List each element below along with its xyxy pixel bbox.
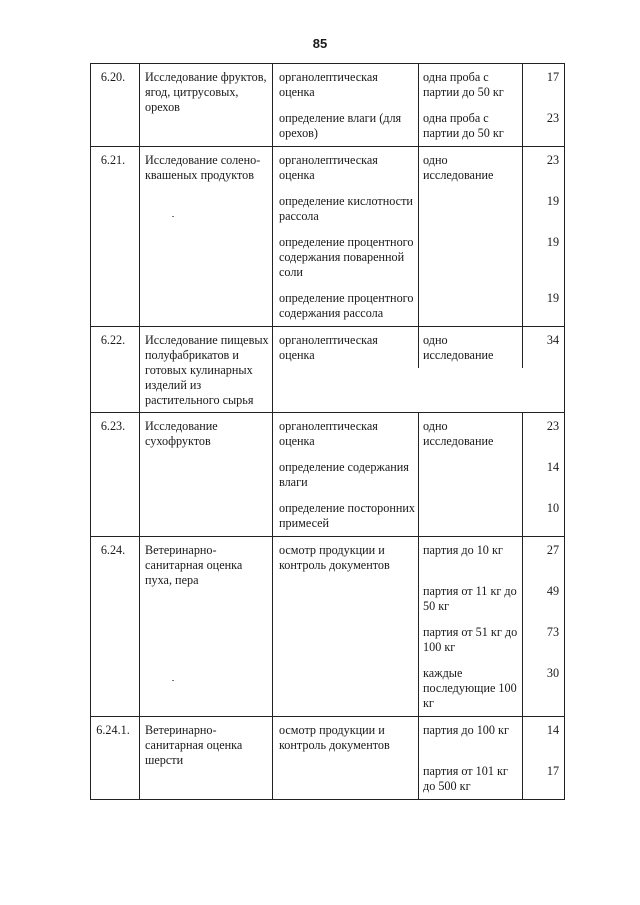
detail-row [273,285,583,326]
scan-speck [172,216,174,217]
unit-cell: партия от 51 кг до 100 кг [419,619,523,660]
method-cell: определение процентного содержания рассола [273,285,419,326]
item-name: Исследование пищевых полуфабрикатов и готовых кулинарных изделий из растительного сырья [140,327,273,413]
unit-cell: партия до 10 кг [419,537,523,578]
unit-cell: одно исследование [419,327,523,368]
detail-row [273,147,583,188]
item-name: Исследование солено-квашеных продуктов [140,147,273,327]
detail-row [273,578,583,619]
detail-row [273,327,583,368]
item-number: 6.21. [91,147,140,327]
item-details [273,147,565,327]
method-cell [273,660,419,716]
item-details-table [273,717,583,799]
price-cell: 10 [546,501,560,515]
detail-row [273,229,583,285]
item-details [273,717,565,800]
item-details [273,537,565,717]
price-cell: 17 [546,70,560,84]
item-details-table [273,327,583,368]
method-cell: осмотр продукции и контроль документов [273,537,419,578]
method-cell: органолептическая оценка [273,64,419,105]
price-cell: 17 [546,764,560,778]
price-cell: 23 [546,111,560,125]
method-cell: определение влаги (для орехов) [273,105,419,146]
item-details [273,64,565,147]
page-number: 85 [312,36,328,51]
item-number: 6.24. [91,537,140,717]
table-row [91,64,565,147]
table-row [91,147,565,327]
unit-cell: партия от 101 кг до 500 кг [419,758,523,799]
price-cell: 34 [546,333,560,347]
price-cell: 23 [546,419,560,433]
unit-cell: каждые последующие 100 кг [419,660,523,716]
table-row [91,717,565,800]
item-name: Ветеринарно-санитарная оценка шерсти [140,717,273,800]
method-cell: органолептическая оценка [273,147,419,188]
price-cell: 19 [546,235,560,249]
method-cell: осмотр продукции и контроль документов [273,717,419,758]
price-cell: 27 [546,543,560,557]
method-cell: органолептическая оценка [273,327,419,368]
price-cell: 73 [546,625,560,639]
price-table [90,63,565,800]
detail-row [273,413,583,454]
unit-cell [419,285,523,326]
table-row [91,537,565,717]
price-cell: 30 [546,666,560,680]
item-details [273,413,565,537]
item-details [273,327,565,413]
item-details-table [273,64,583,146]
method-cell [273,619,419,660]
price-cell: 49 [546,584,560,598]
unit-cell: одно исследование [419,413,523,454]
detail-row [273,660,583,716]
detail-row [273,758,583,799]
item-number: 6.23. [91,413,140,537]
unit-cell [419,495,523,536]
table-row [91,327,565,413]
unit-cell [419,454,523,495]
item-name: Ветеринарно-санитарная оценка пуха, пера [140,537,273,717]
item-number: 6.24.1. [91,717,140,800]
detail-row [273,188,583,229]
unit-cell: партия от 11 кг до 50 кг [419,578,523,619]
item-name: Исследование фруктов, ягод, цитрусовых, орехов [140,64,273,147]
detail-row [273,537,583,578]
method-cell: органолептическая оценка [273,413,419,454]
method-cell: определение процентного содержания поваренной соли [273,229,419,285]
item-details-table [273,537,583,716]
price-cell: 23 [546,153,560,167]
method-cell: определение посторонних примесей [273,495,419,536]
item-name: Исследование сухофруктов [140,413,273,537]
price-cell: 19 [546,194,560,208]
detail-row [273,619,583,660]
item-details-table [273,147,583,326]
detail-row [273,105,583,146]
item-details-table [273,413,583,536]
method-cell: определение содержания влаги [273,454,419,495]
unit-cell [419,188,523,229]
detail-row [273,495,583,536]
scan-speck [172,680,174,681]
method-cell [273,578,419,619]
price-cell: 14 [546,723,560,737]
unit-cell: партия до 100 кг [419,717,523,758]
table-row [91,413,565,537]
item-number: 6.22. [91,327,140,413]
unit-cell [419,229,523,285]
unit-cell: одна проба с партии до 50 кг [419,64,523,105]
detail-row [273,717,583,758]
detail-row [273,454,583,495]
price-cell: 14 [546,460,560,474]
unit-cell: одна проба с партии до 50 кг [419,105,523,146]
price-cell: 19 [546,291,560,305]
item-number: 6.20. [91,64,140,147]
detail-row [273,64,583,105]
unit-cell: одно исследование [419,147,523,188]
method-cell: определение кислотности рассола [273,188,419,229]
price-table-body [91,64,565,800]
method-cell [273,758,419,799]
